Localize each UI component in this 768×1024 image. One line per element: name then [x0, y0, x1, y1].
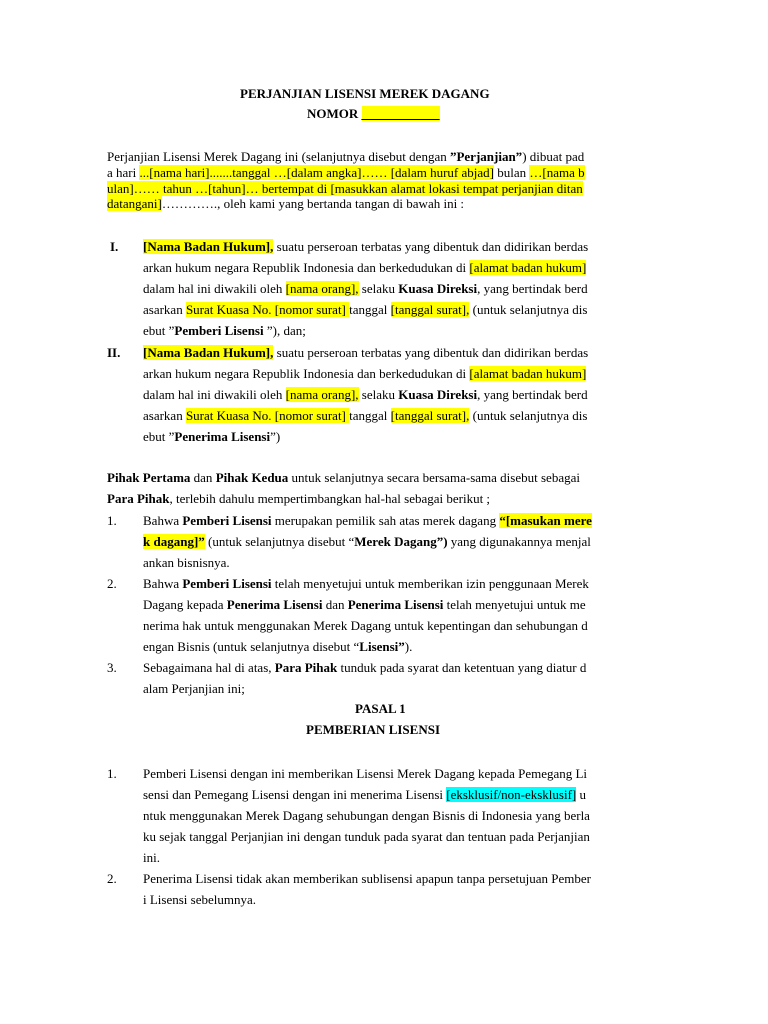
clause-2-line-1: Penerima Lisensi tidak akan memberikan sublisensi apapun tanpa persetujuan Pember	[143, 871, 592, 886]
document-number	[307, 106, 440, 122]
intro-line-4: datangani]…………., oleh kami yang bertanda tangan di bawah ini :	[107, 196, 465, 211]
consideration-3-number: 3.	[107, 660, 117, 675]
party-2-line-5: ebut ”Penerima Lisensi”)	[143, 429, 281, 444]
party-1-number: I.	[110, 239, 119, 254]
consideration-2-line-4: engan Bisnis (untuk selanjutnya disebut “Lisensi”).	[143, 639, 413, 654]
consideration-3-line-2: alam Perjanjian ini;	[143, 681, 245, 696]
consideration-1-line-2: k dagang]” (untuk selanjutnya disebut “Merek Dagang”) yang digunakannya menjal	[143, 534, 591, 549]
consideration-2-line-3: nerima hak untuk menggunakan Merek Dagang untuk kepentingan dan sehubungan d	[143, 618, 588, 633]
intro-line-3: ulan]…… tahun …[tahun]… bertempat di [masukkan alamat lokasi tempat perjanjian ditan	[107, 181, 583, 196]
party-2-line-2: arkan hukum negara Republik Indonesia dan berkedudukan di [alamat badan hukum]	[143, 366, 587, 381]
consideration-1-number: 1.	[107, 513, 117, 528]
consideration-1-line-1: Bahwa Pemberi Lisensi merupakan pemilik sah atas merek dagang “[masukan mere	[143, 513, 592, 528]
consideration-2-line-2: Dagang kepada Penerima Lisensi dan Penerima Lisensi telah menyetujui untuk me	[143, 597, 586, 612]
para-pihak-line-1: Pihak Pertama dan Pihak Kedua untuk selanjutnya secara bersama-sama disebut sebagai	[107, 470, 580, 485]
nomor-label: NOMOR	[307, 106, 359, 121]
intro-line-1: Perjanjian Lisensi Merek Dagang ini (selanjutnya disebut dengan ”Perjanjian”) dibuat pad	[107, 149, 585, 164]
pasal-title: PEMBERIAN LISENSI	[306, 722, 441, 737]
consideration-2-line-1: Bahwa Pemberi Lisensi telah menyetujui untuk memberikan izin penggunaan Merek	[143, 576, 589, 591]
party-1-line-4: asarkan Surat Kuasa No. [nomor surat] tanggal [tanggal surat], (untuk selanjutnya dis	[143, 302, 588, 317]
party-1-line-3: dalam hal ini diwakili oleh [nama orang], selaku Kuasa Direksi, yang bertindak berd	[143, 281, 588, 296]
party-1-line-2: arkan hukum negara Republik Indonesia dan berkedudukan di [alamat badan hukum]	[143, 260, 587, 275]
party-2-line-4: asarkan Surat Kuasa No. [nomor surat] tanggal [tanggal surat], (untuk selanjutnya dis	[143, 408, 588, 423]
consideration-2-number: 2.	[107, 576, 117, 591]
clause-1-line-4: ku sejak tanggal Perjanjian ini dengan tunduk pada syarat dan tentuan pada Perjanjian	[143, 829, 590, 844]
party-1-line-1: [Nama Badan Hukum], suatu perseroan terbatas yang dibentuk dan didirikan berdas	[143, 239, 589, 254]
consideration-3-line-1: Sebagaimana hal di atas, Para Pihak tunduk pada syarat dan ketentuan yang diatur d	[143, 660, 587, 675]
clause-1-line-5: ini.	[143, 850, 160, 865]
nomor-blank: ____________	[361, 106, 440, 121]
clause-1-line-1: Pemberi Lisensi dengan ini memberikan Lisensi Merek Dagang kepada Pemegang Li	[143, 766, 588, 781]
clause-2-number: 2.	[107, 871, 117, 886]
clause-1-line-2: sensi dan Pemegang Lisensi dengan ini menerima Lisensi [eksklusif/non-eksklusif] u	[143, 787, 586, 802]
consideration-1-line-3: ankan bisnisnya.	[143, 555, 230, 570]
party-2-line-3: dalam hal ini diwakili oleh [nama orang], selaku Kuasa Direksi, yang bertindak berd	[143, 387, 588, 402]
pasal-number: PASAL 1	[355, 701, 406, 716]
document-title: PERJANJIAN LISENSI MEREK DAGANG	[240, 86, 490, 101]
intro-line-2: a hari ...[nama hari].......tanggal …[dalam angka]…… [dalam huruf abjad] bulan …[nama b	[107, 165, 585, 180]
para-pihak-line-2: Para Pihak, terlebih dahulu mempertimbangkan hal-hal sebagai berikut ;	[107, 491, 491, 506]
party-2-number: II.	[107, 345, 121, 360]
clause-2-line-2: i Lisensi sebelumnya.	[143, 892, 257, 907]
party-2-line-1: [Nama Badan Hukum], suatu perseroan terbatas yang dibentuk dan didirikan berdas	[143, 345, 589, 360]
party-1-line-5: ebut ”Pemberi Lisensi ”), dan;	[143, 323, 306, 338]
clause-1-line-3: ntuk menggunakan Merek Dagang sehubungan dengan Bisnis di Indonesia yang berla	[143, 808, 590, 823]
clause-1-number: 1.	[107, 766, 117, 781]
